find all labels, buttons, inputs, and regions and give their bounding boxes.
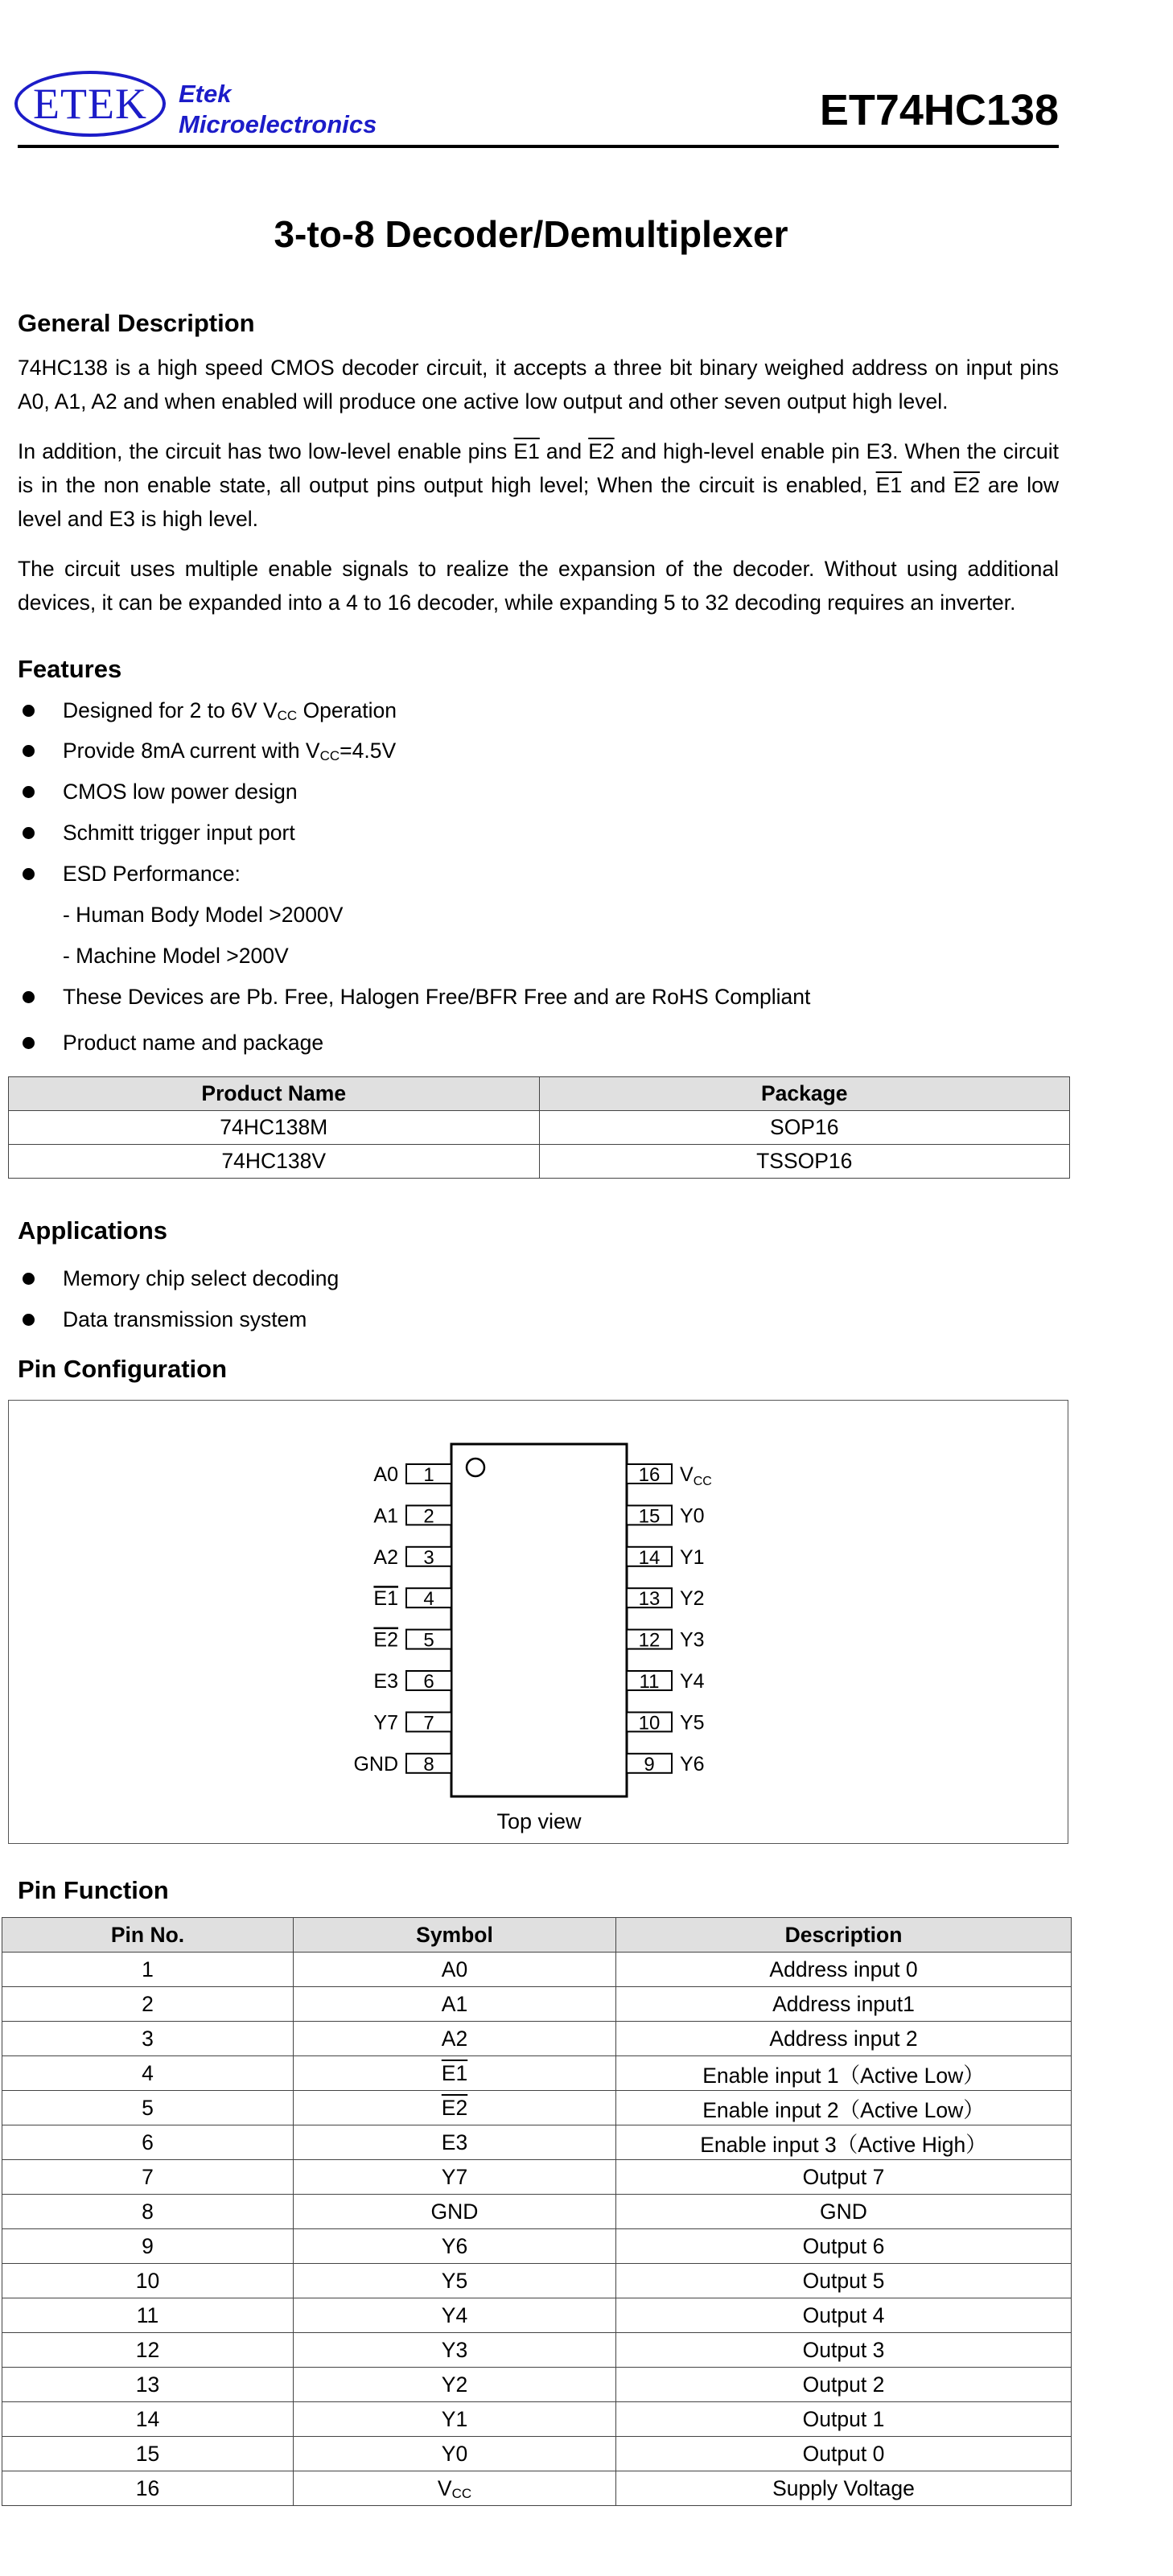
pin-symbol-cell [294, 2091, 616, 2125]
pin-symbol: GND [430, 2199, 479, 2224]
pin-number: 14 [638, 1546, 661, 1569]
e1-bar-symbol: E1 [513, 439, 540, 463]
pin-number-cell: 16 [2, 2471, 294, 2506]
features-list [18, 737, 396, 764]
pin-description-cell: Address input 2 [616, 2022, 1072, 2056]
pin-label: GND [353, 1752, 398, 1776]
table-header-cell: Product Name [9, 1077, 540, 1111]
table-cell: 74HC138M [9, 1111, 540, 1145]
pin-symbol-cell [294, 2368, 616, 2402]
general-description-heading: General Description [18, 309, 255, 337]
pin-number: 2 [423, 1505, 434, 1528]
pin-label: $V_{CC}$ [680, 1463, 712, 1488]
table-row [2, 2125, 1072, 2160]
pin-symbol: A0 [441, 1957, 468, 1981]
list-item: CMOS low power design [18, 778, 298, 805]
table-row [2, 2160, 1072, 2195]
bullet-icon [23, 705, 35, 717]
pin-symbol: Y3 [441, 2337, 468, 2362]
pin-label: Y2 [680, 1587, 705, 1611]
top-view-caption: Top view [496, 1809, 582, 1833]
pin-number: 10 [638, 1712, 661, 1734]
list-item: ESD Performance: [18, 860, 241, 887]
pin-number: 15 [638, 1505, 661, 1528]
general-description-paragraph-1: 74HC138 is a high speed CMOS decoder circuit, it accepts a three bit binary weighed address on input pins A0, A1, A2 and when enabled will produce one active low output and other seven output high level. [18, 356, 1059, 414]
pin-number-cell: 14 [2, 2402, 294, 2437]
table-row [2, 1953, 1072, 1987]
pin-symbol: Y2 [441, 2372, 468, 2397]
pin-description-cell: Address input 0 [616, 1953, 1072, 1987]
pin-symbol: E3 [441, 2130, 468, 2154]
bullet-icon [23, 1314, 35, 1326]
logo-text: ETEK [33, 80, 147, 128]
applications-list [18, 1265, 339, 1292]
pin-symbol: E2 [441, 2095, 468, 2120]
e2-bar-symbol: E2 [953, 473, 980, 497]
pin-description-cell: Output 7 [616, 2160, 1072, 2195]
pin-description-cell: Output 1 [616, 2402, 1072, 2437]
table-cell: SOP16 [539, 1111, 1070, 1145]
pin-number-cell: 2 [2, 1987, 294, 2022]
bullet-icon [23, 745, 35, 757]
table-row [2, 2368, 1072, 2402]
pin-description-cell: Output 3 [616, 2333, 1072, 2368]
e1-bar-symbol: E1 [875, 473, 903, 497]
features-heading: Features [18, 655, 122, 683]
table-header-cell: Description [616, 1918, 1072, 1953]
features-list [18, 778, 298, 805]
pin-symbol: A2 [441, 2026, 468, 2051]
header-divider [18, 145, 1059, 148]
table-row [2, 2091, 1072, 2125]
pin-description-cell: Output 4 [616, 2298, 1072, 2333]
list-item: Memory chip select decoding [18, 1265, 339, 1292]
pin-number-cell: 11 [2, 2298, 294, 2333]
pin-symbol-cell [294, 2229, 616, 2264]
pin-number-cell: 3 [2, 2022, 294, 2056]
pin-number: 6 [423, 1671, 434, 1693]
company-name-line1: Etek [179, 80, 232, 108]
table-row [2, 2264, 1072, 2298]
pin-symbol: Y1 [441, 2406, 468, 2431]
pin-description-cell: Enable input 2（Active Low） [616, 2091, 1072, 2125]
pin-symbol-cell [294, 1987, 616, 2022]
pin-symbol-subscript: CC [451, 2485, 472, 2501]
table-row [2, 2333, 1072, 2368]
pin-symbol-cell [294, 1953, 616, 1987]
company-logo [14, 71, 166, 137]
pin-symbol: Y4 [441, 2302, 468, 2327]
pin-symbol-cell [294, 2471, 616, 2506]
applications-list [18, 1306, 307, 1333]
pin-symbol: Y6 [441, 2233, 468, 2258]
pin-number-cell: 6 [2, 2125, 294, 2160]
table-header-cell: Pin No. [2, 1918, 294, 1953]
bullet-icon [23, 786, 35, 798]
pin-description-cell: GND [616, 2195, 1072, 2229]
pin-number-cell: 8 [2, 2195, 294, 2229]
table-header-cell: Package [539, 1077, 1070, 1111]
pin-symbol-cell [294, 2195, 616, 2229]
table-row [2, 2056, 1072, 2091]
pin-number-cell: 13 [2, 2368, 294, 2402]
features-list [18, 860, 241, 887]
product-package-table [8, 1076, 1070, 1179]
applications-heading: Applications [18, 1216, 168, 1245]
pin-symbol: E1 [441, 2060, 468, 2085]
pin-number-cell: 10 [2, 2264, 294, 2298]
bullet-icon [23, 1037, 35, 1049]
pin-symbol-cell [294, 2298, 616, 2333]
list-sub-item: - Human Body Model >2000V [63, 903, 344, 927]
pin-symbol-cell [294, 2437, 616, 2471]
pin-description-cell: Enable input 1（Active Low） [616, 2056, 1072, 2091]
pin-number-cell: 5 [2, 2091, 294, 2125]
document-title: 3-to-8 Decoder/Demultiplexer [274, 213, 788, 255]
pin-number: 11 [639, 1671, 660, 1693]
pin-symbol: A1 [441, 1991, 468, 2016]
pin-function-heading: Pin Function [18, 1876, 169, 1904]
ic-body [451, 1444, 627, 1796]
pin-symbol-cell [294, 2333, 616, 2368]
pin-number: 16 [638, 1464, 661, 1486]
pin1-marker-icon [467, 1459, 484, 1476]
pin-description-cell: Output 5 [616, 2264, 1072, 2298]
table-row [2, 2195, 1072, 2229]
general-description-paragraph-3: The circuit uses multiple enable signals to realize the expansion of the decoder. Without using additional devices, it can be expanded into a 4 to 16 decoder, while expanding 5 to 32 decoding requires an inverter. [18, 557, 1059, 615]
company-name [179, 79, 377, 140]
pin-label: Y5 [680, 1711, 705, 1734]
bullet-icon [23, 827, 35, 839]
pin-number-cell: 9 [2, 2229, 294, 2264]
table-cell: TSSOP16 [539, 1145, 1070, 1179]
features-list [18, 697, 397, 724]
table-cell: 74HC138V [9, 1145, 540, 1179]
ic-pinout-svg [9, 1401, 1069, 1845]
table-row [2, 2402, 1072, 2437]
pin-configuration-heading: Pin Configuration [18, 1355, 228, 1383]
pin-description-cell: Output 6 [616, 2229, 1072, 2264]
pin-label: A2 [373, 1545, 398, 1569]
pin-symbol: Y0 [441, 2441, 468, 2466]
pin-description-cell: Address input1 [616, 1987, 1072, 2022]
pin-label: Y4 [680, 1670, 705, 1693]
pin-symbol: V [437, 2475, 452, 2500]
general-description-paragraph-2: In addition, the circuit has two low-level enable pins E1 and E2 and high-level enable pin E3. When the circuit is in the non enable state, all output pins output high level; When the circuit is enabled, E1 and E2 are low level and E3 is high level. [18, 439, 1059, 531]
pin-symbol: Y7 [441, 2164, 468, 2189]
pin-label: Y7 [373, 1711, 398, 1734]
list-item: Schmitt trigger input port [18, 819, 295, 846]
pin-label: Y3 [680, 1628, 705, 1652]
list-item: These Devices are Pb. Free, Halogen Free/BFR Free and are RoHS Compliant [18, 983, 810, 1010]
pin-description-cell: Output 2 [616, 2368, 1072, 2402]
pin-number: 4 [423, 1588, 434, 1611]
pin-label: A1 [373, 1504, 398, 1528]
pin-function-table [2, 1917, 1072, 2506]
bullet-icon [23, 1273, 35, 1285]
pin-symbol-cell [294, 2125, 616, 2160]
pin-number: 9 [644, 1753, 655, 1776]
pin-symbol-cell [294, 2264, 616, 2298]
part-number: ET74HC138 [819, 86, 1059, 134]
pin-number: 1 [423, 1464, 434, 1486]
pin-description-cell: Enable input 3（Active High） [616, 2125, 1072, 2160]
table-header-row [2, 1918, 1072, 1953]
pin-number-cell: 4 [2, 2056, 294, 2091]
pin-label: E2 [373, 1628, 398, 1652]
pin-number-cell: 1 [2, 1953, 294, 1987]
pin-number: 7 [423, 1712, 434, 1734]
pin-label: E3 [373, 1670, 398, 1693]
pin-number: 3 [423, 1546, 434, 1569]
list-item: Provide 8mA current with $V_{CC}=4.5V$ [18, 737, 396, 764]
bullet-icon [23, 868, 35, 880]
pin-number-cell: 12 [2, 2333, 294, 2368]
pin-number: 8 [423, 1753, 434, 1776]
table-row [2, 1987, 1072, 2022]
features-list [18, 819, 295, 846]
e2-bar-symbol: E2 [588, 439, 615, 463]
pin-label: A0 [373, 1463, 398, 1486]
features-list [18, 983, 810, 1010]
pin-number-cell: 7 [2, 2160, 294, 2195]
table-row [2, 2022, 1072, 2056]
table-header-row [9, 1077, 1070, 1111]
list-sub-item: - Machine Model >200V [63, 944, 289, 968]
pin-number: 13 [638, 1588, 661, 1611]
table-row [2, 2471, 1072, 2506]
list-item: Data transmission system [18, 1306, 307, 1333]
pin-description-cell: Output 0 [616, 2437, 1072, 2471]
pin-label: Y1 [680, 1545, 705, 1569]
bullet-icon [23, 991, 35, 1003]
pin-symbol-cell [294, 2160, 616, 2195]
pin-label: E1 [373, 1587, 398, 1611]
pin-symbol-cell [294, 2022, 616, 2056]
table-row [2, 2229, 1072, 2264]
table-header-cell: Symbol [294, 1918, 616, 1953]
pin-label: Y6 [680, 1752, 705, 1776]
pin-number: 12 [638, 1629, 661, 1652]
pin-symbol-cell [294, 2402, 616, 2437]
pin-description-cell: Supply Voltage [616, 2471, 1072, 2506]
pin-symbol-cell [294, 2056, 616, 2091]
pin-label: Y0 [680, 1504, 705, 1528]
pin-symbol: Y5 [441, 2268, 468, 2293]
table-row [9, 1111, 1070, 1145]
company-name-line2: Microelectronics [179, 110, 377, 138]
table-row [2, 2298, 1072, 2333]
features-list [18, 1029, 323, 1056]
list-item: Product name and package [18, 1029, 323, 1056]
pin-number-cell: 15 [2, 2437, 294, 2471]
table-row [9, 1145, 1070, 1179]
pin-number: 5 [423, 1629, 434, 1652]
list-item: Designed for 2 to 6V $V_{CC}$ Operation [18, 697, 397, 724]
pin-configuration-diagram [8, 1400, 1068, 1844]
table-row [2, 2437, 1072, 2471]
